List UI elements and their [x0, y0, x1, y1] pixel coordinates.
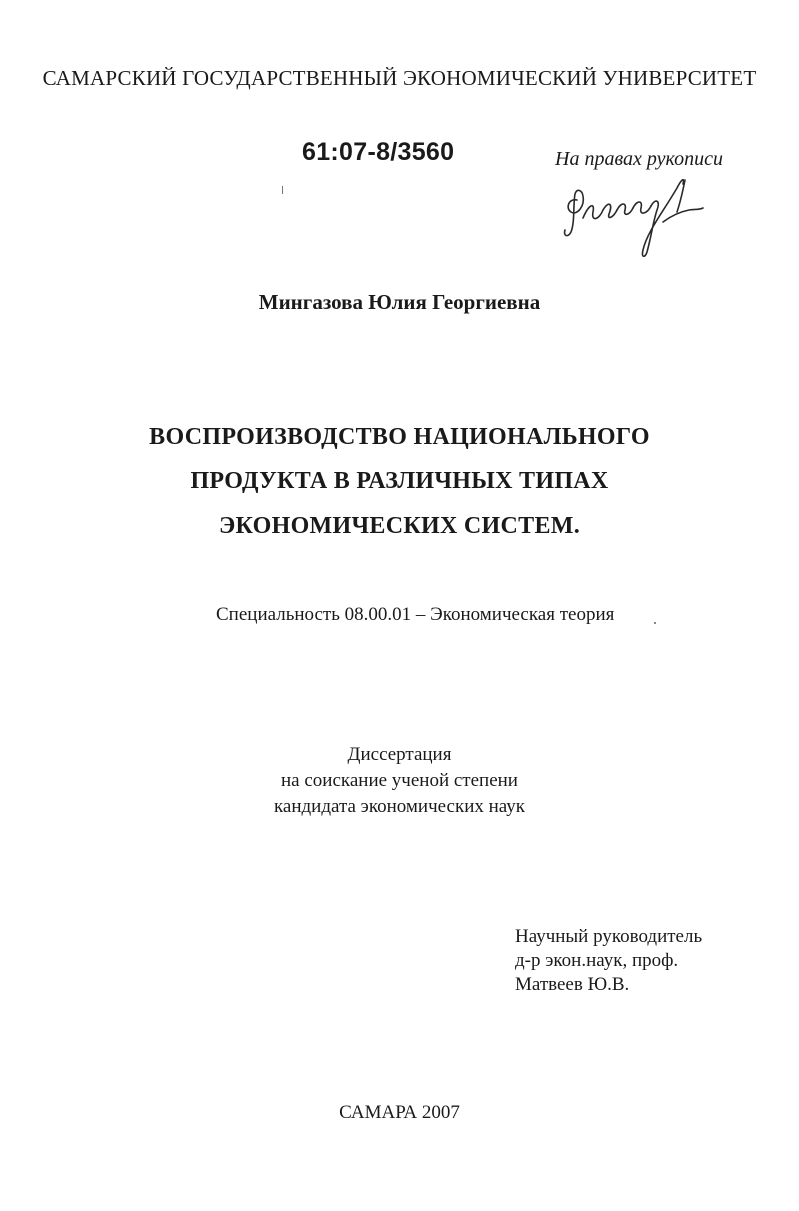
- advisor-line-2: д-р экон.наук, проф.: [515, 950, 679, 971]
- advisor-line-3: Матвеев Ю.В.: [515, 974, 630, 995]
- scan-mark: [282, 186, 283, 194]
- scan-mark: [654, 622, 656, 624]
- dissertation-line-3: кандидата экономических наук: [273, 796, 526, 817]
- dissertation-line-2: на соискание ученой степени: [281, 770, 518, 791]
- catalog-code: 61:07-8/3560: [302, 138, 455, 166]
- title-line-1: ВОСПРОИЗВОДСТВО НАЦИОНАЛЬНОГО: [149, 424, 650, 450]
- dissertation-line-1: Диссертация: [347, 744, 452, 765]
- title-line-3: ЭКОНОМИЧЕСКИХ СИСТЕМ.: [218, 513, 581, 539]
- city-year: САМАРА 2007: [339, 1102, 460, 1123]
- signature-icon: [555, 160, 715, 265]
- university-name: САМАРСКИЙ ГОСУДАРСТВЕННЫЙ ЭКОНОМИЧЕСКИЙ УНИВЕРСИТЕТ: [42, 66, 757, 90]
- speciality: Специальность 08.00.01 – Экономическая теория: [216, 604, 615, 625]
- title-line-2: ПРОДУКТА В РАЗЛИЧНЫХ ТИПАХ: [190, 468, 609, 494]
- advisor-line-1: Научный руководитель: [515, 926, 703, 947]
- author-name: Мингазова Юлия Георгиевна: [258, 290, 541, 314]
- manuscript-note: На правах рукописи: [555, 148, 723, 170]
